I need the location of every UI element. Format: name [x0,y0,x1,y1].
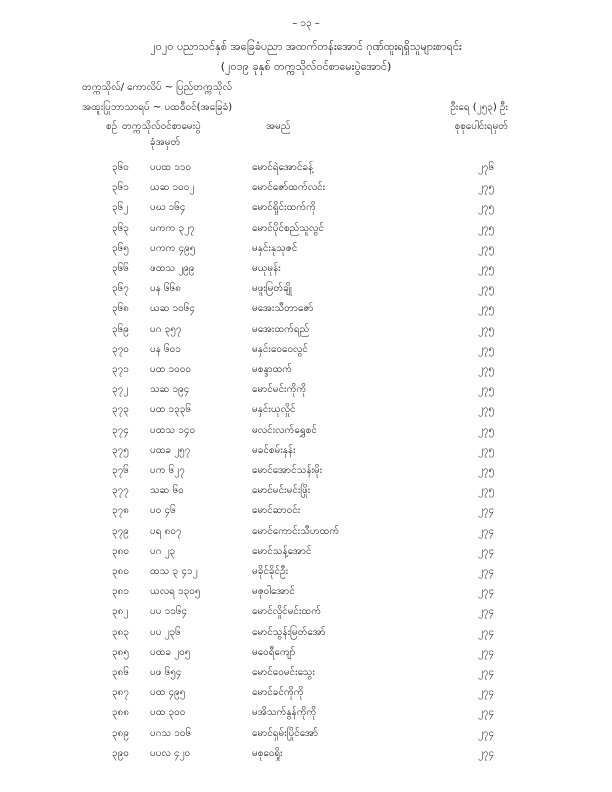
table-row [0,400,612,420]
column-header-name: အမည် [266,121,291,132]
roll-number: ပထ ၁၀၀၀ [150,364,192,375]
total-marks: ၂၇၅ [478,283,495,295]
student-name: မဖူးမြတ်ချို [252,283,292,295]
table-row [0,259,612,279]
table-row [0,299,612,319]
roll-number: ဖထသ ၂၉၉ [150,263,195,274]
student-name: မဇုဝါအောင် [252,586,295,598]
row-number: ၃၇၅ [112,444,129,456]
student-name: မောင်မင်းမင်းဖြိုး [252,485,311,497]
roll-number: ပကက ၃၂၇ [150,222,195,234]
column-header-no: စဉ် [106,121,118,132]
total-marks: ၂၇၄ [478,727,495,739]
total-marks: ၂၇၅ [478,384,495,396]
student-name: မောင်ရှမ်းပြိုင်အော် [252,727,319,739]
total-marks: ၂၇၅ [478,222,495,234]
table-row [0,320,612,340]
total-marks: ၂၇၄ [478,545,495,557]
row-number: ၃၆၁ [112,182,129,194]
student-name: မောင်ရဲအောင်ခန့် [252,162,314,173]
table-row [0,582,612,602]
row-number: ၃၈၀ [112,545,129,557]
table-row [0,239,612,259]
total-marks: ၂၇၅ [478,485,495,497]
table-row [0,198,612,218]
student-name: မောင်ဆာဝင်း [252,505,301,517]
row-number: ၃၈၃ [112,626,129,638]
row-number: ၃၈၇ [112,687,129,699]
table-row [0,279,612,299]
roll-number: ပက ၆၂၇ [150,465,185,476]
roll-number: ယလရ ၁၃၀၅ [150,586,201,598]
total-marks: ၂၇၅ [478,323,495,335]
roll-number: ယဆ ၁၀၀၂ [150,182,195,194]
roll-number: ပကက ၄၉၅ [150,242,196,254]
column-header-marks: စုစုပေါင်းရမှတ် [454,121,508,132]
roll-number: သဆ ၆၀ [150,485,184,497]
table-row [0,703,612,723]
table-row [0,683,612,703]
roll-number: ပဖ ၆၅၄ [150,667,182,678]
table-row [0,380,612,400]
roll-number: ပဝ ၄၆ [150,505,176,517]
total-marks: ၂၇၄ [478,626,495,638]
row-number: ၃၈၀ [112,566,129,577]
total-marks: ၂၇၄ [478,606,495,618]
student-name: မစန္ဒာထက် [252,364,293,375]
row-number: ၃၇၃ [112,404,129,416]
table-row [0,178,612,198]
table-row [0,744,612,764]
total-marks: ၂၇၄ [478,707,495,719]
total-marks: ၂၇၅ [478,343,495,355]
roll-number: ပဂသ ၁၀၆ [150,727,192,739]
total-marks: ၂၇၄ [478,747,495,759]
student-name: မောင်ခင်ကိုကို [252,687,304,699]
roll-number: ထသ ၃ ၄၁၂ [150,566,198,577]
roll-number: ပဃ ၁၆၄ [150,202,186,214]
row-number: ၃၆၇ [112,283,129,295]
column-header-roll: တက္ကသိုလ်ဝင်စာမေးပွဲ [122,121,201,132]
roll-number: သဆ ၁၉၄ [150,384,190,396]
total-marks: ၂၇၅ [478,263,495,274]
table-row [0,522,612,542]
row-number: ၃၉၀ [112,747,129,759]
student-name: မောင်သွန်းမြတ်အော် [252,626,326,638]
total-marks: ၂၇၅ [478,404,495,416]
student-name: မောင်ဇော်ထက်လင်း [252,182,326,194]
student-name: မအိသက်နွန်ကိုကို [252,707,317,719]
row-number: ၃၆၈ [112,303,129,315]
student-name: မနှင်းဝေဝေလွင် [252,343,308,355]
total-marks: ၂၇၄ [478,646,495,658]
total-marks: ၂၇၅ [478,182,495,194]
student-name: မောင်ရှိုင်းထက်ကို [252,202,316,214]
roll-number: ပထခ ၂၅၇ [150,444,191,456]
row-number: ၃၆၆ [112,263,129,274]
row-number: ၃၆၀ [112,162,129,173]
row-number: ၃၇၈ [112,505,129,517]
document-title: ၂၀၂၀ ပညာသင်နှစ် အခြေခံပညာ အထက်တန်းအောင် ဂုဏ်ထူးရရှိသူများစာရင်း [150,40,462,53]
student-name: မနှင်းနုသုဇင် [252,242,298,254]
roll-number: ပပ ၂၃၆ [150,626,181,638]
total-marks: ၂၇၅ [478,242,495,254]
student-name: မစုဝေရှိုး [252,747,283,759]
table-row [0,623,612,643]
row-number: ၃၈၆ [112,667,129,678]
subject-label: အထူးပြုဘာသာရပ် ~ ပထဝီဝင်(အခြေခံ) [82,102,233,113]
student-name: မောင်လှိုင်မင်းထက် [252,606,321,618]
row-number: ၃၈၈ [112,707,130,719]
roll-number: ပထသ ၁၄၀ [150,424,196,436]
student-name: မောင်သန့်အောင် [252,545,312,557]
row-number: ၃၆၅ [112,242,129,254]
roll-number: ယဆ ၁၀၆၄ [150,303,196,315]
table-row [0,562,612,582]
document-subtitle: (၂၀၁၉ ခုနှစ် တက္ကသိုလ်ဝင်စာမေးပွဲအောင်) [220,60,392,73]
total-marks: ၂၇၄ [478,525,495,537]
row-number: ၃၇၁ [112,364,129,375]
student-name: မောင်ပိုင်စည်သူလွင် [252,222,324,234]
student-name: မယုမုန်း [252,263,281,274]
total-marks: ၂၇၅ [478,465,495,476]
table-row [0,602,612,622]
student-name: မလင်းလက်ရွှေစင် [252,424,317,436]
student-name: မောင်ဝေမင်းသွေး [252,667,315,678]
row-number: ၃၇၄ [112,424,129,436]
student-name: မခင်စမ်းနှန်း [252,444,296,456]
column-header-roll-number: ခုံအမှတ် [150,137,181,148]
total-marks: ၂၇၅ [478,424,495,436]
student-name: မနှင်းယုလှိုင် [252,404,296,416]
table-row [0,441,612,461]
table-row [0,461,612,481]
roll-number: ပပလ ၄၂၀ [150,747,191,759]
table-row [0,340,612,360]
table-row [0,360,612,380]
table-row [0,643,612,663]
table-row [0,481,612,501]
roll-number: ပထခ ၂၀၅ [150,646,191,658]
row-number: ၃၆၂ [112,202,129,214]
row-number: ၃၆၉ [112,323,129,335]
row-number: ၃၈၁ [112,586,129,598]
table-row [0,421,612,441]
student-name: မောင်မင်းကိုကို [252,384,307,396]
table-row [0,158,612,178]
student-name: မခိုင်ခိုင်ဦး [252,566,289,577]
table-row [0,542,612,562]
roll-number: ပထ ၃၀၀ [150,707,186,719]
total-marks: ၂၇၄ [478,566,495,577]
row-number: ၃၇၇ [112,485,129,497]
roll-number: ပဂ ၃၅၇ [150,323,182,335]
table-row [0,219,612,239]
table-row [0,501,612,521]
total-marks: ၂၇၄ [478,505,495,517]
row-number: ၃၈၂ [112,606,129,618]
table-row [0,663,612,683]
total-marks: ၂၇၅ [478,303,495,315]
roll-number: ပထ ၁၃၃၆ [150,404,192,416]
roll-number: ပထ ၄၉၅ [150,687,186,699]
row-number: ၃၈၉ [112,727,129,739]
roll-number: ပန ၆၀၁ [150,343,181,355]
roll-number: ပပ ၁၁၆၄ [150,606,188,618]
total-marks: ၂၇၄ [478,667,495,678]
total-marks: ၂၇၅ [478,364,495,375]
row-number: ၃၇၂ [112,384,129,396]
student-name: မောင်ကောင်းသီဟထက် [252,525,340,537]
total-marks: ၂၇၆ [478,162,495,173]
student-name: မောင်အောင်သန်းမိုး [252,465,323,476]
roll-number: ပန ၆၆၈ [150,283,182,295]
page-number: – ၁၃ – [292,18,320,29]
student-name: မအေးထက်ရည် [252,323,310,335]
total-marks: ၂၇၅ [478,444,495,456]
total-marks: ၂၇၄ [478,687,495,699]
row-number: ၃၆၃ [112,222,129,234]
roll-number: ပပထ ၁၁၀ [150,162,192,173]
total-marks: ၂၇၅ [478,202,495,214]
total-count: ဦးရေ (၂၅၃) ဦး [450,102,508,113]
row-number: ၃၇၆ [112,465,129,476]
student-name: မဝေရီကျော် [252,646,296,658]
roll-number: ပဂ ၂၃ [150,545,176,557]
row-number: ၃၇၀ [112,343,129,355]
row-number: ၃၈၅ [112,646,129,658]
university-label: တက္ကသိုလ်/ ကောလိပ် ~ ပြည်တက္ကသိုလ် [82,82,232,93]
roll-number: ပရ ၈၀၇ [150,525,182,537]
total-marks: ၂၇၄ [478,586,495,598]
student-name: မအေးသီတာဇော် [252,303,314,315]
row-number: ၃၇၉ [112,525,129,537]
table-row [0,724,612,744]
